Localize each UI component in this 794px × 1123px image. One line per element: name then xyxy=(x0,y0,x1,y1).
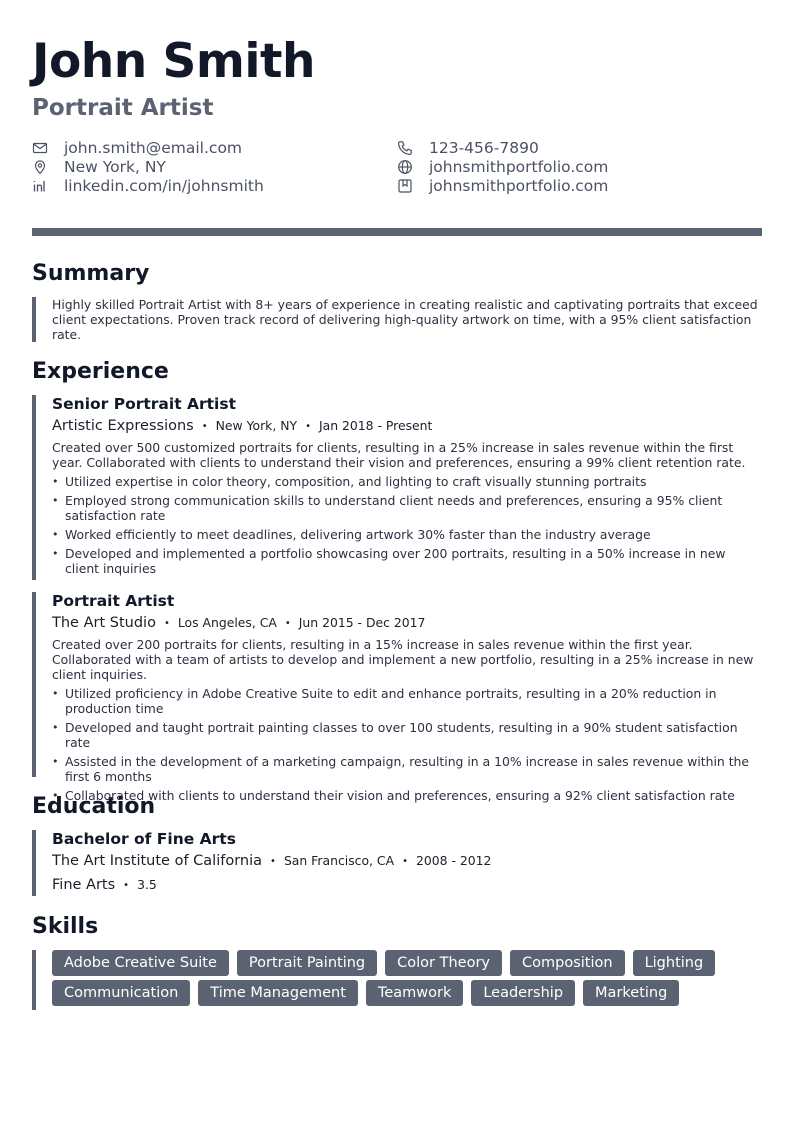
phone-icon xyxy=(397,140,413,156)
field-of-study: Fine Arts xyxy=(52,877,116,893)
skill-chip: Teamwork xyxy=(366,980,463,1006)
contact-website-text: johnsmithportfolio.com xyxy=(429,157,609,176)
skill-chip: Communication xyxy=(52,980,190,1006)
experience-heading: Experience xyxy=(32,359,169,384)
school: The Art Institute of California xyxy=(52,853,263,869)
contact-phone[interactable] xyxy=(397,138,539,157)
contact-website[interactable] xyxy=(397,157,608,176)
list-item: • Utilized proficiency in Adobe Creative Suite to edit and enhance portraits, resulting in a 20% reduction in production time xyxy=(52,686,762,716)
contact-linkedin-text: linkedin.com/in/johnsmith xyxy=(64,176,264,195)
resume-page xyxy=(32,34,762,1001)
job-company: Artistic Expressions xyxy=(52,418,194,434)
education-entry xyxy=(32,830,762,896)
list-item: • Developed and implemented a portfolio showcasing over 200 portraits, resulting in a 50% increase in new client inquiries xyxy=(52,546,762,576)
summary-text: Highly skilled Portrait Artist with 8+ years of experience in creating realistic and captivating portraits that exceed client expectations. Proven track record of delivering high-quality artwork on time, with a 95% client satisfaction rate. xyxy=(52,297,758,342)
summary-heading: Summary xyxy=(32,261,150,286)
candidate-name: John Smith xyxy=(32,34,315,89)
contact-phone-text: 123-456-7890 xyxy=(429,138,539,157)
contact-location-text: New York, NY xyxy=(64,157,166,176)
job-dates: Jun 2015 - Dec 2017 xyxy=(298,615,426,630)
list-item: • Employed strong communication skills to understand client needs and preferences, ensuring a 95% client satisfaction rate xyxy=(52,493,762,523)
job-description: Created over 200 portraits for clients, resulting in a 15% increase in sales revenue within the first year. Collaborated with a team of artists to develop and implement a new portfolio, resulting in a 25% increase in new client inquiries. xyxy=(52,637,754,682)
job-description: Created over 500 customized portraits for clients, resulting in a 25% increase in sales revenue within the first year. Collaborated with clients to understand their vision and preferences, ensuring a 99% client retention rate. xyxy=(52,440,746,470)
education-dates: 2008 - 2012 xyxy=(415,853,492,868)
skill-chip: Time Management xyxy=(198,980,358,1006)
contact-info xyxy=(32,138,762,200)
contact-linkedin[interactable] xyxy=(32,176,264,195)
gpa: 3.5 xyxy=(137,877,157,892)
skill-chip: Lighting xyxy=(633,950,716,976)
candidate-title: Portrait Artist xyxy=(32,95,214,121)
contact-email[interactable] xyxy=(32,138,242,157)
education-meta: The Art Institute of California • San Francisco, CA • 2008 - 2012 xyxy=(52,853,492,869)
skill-chip: Portrait Painting xyxy=(237,950,377,976)
skill-chip: Leadership xyxy=(471,980,575,1006)
contact-portfolio-text: johnsmithportfolio.com xyxy=(429,176,609,195)
list-item: • Utilized expertise in color theory, composition, and lighting to craft visually stunning portraits xyxy=(52,474,762,489)
contact-portfolio[interactable] xyxy=(397,176,608,195)
portfolio-icon xyxy=(397,178,413,194)
job-meta: The Art Studio • Los Angeles, CA • Jun 2015 - Dec 2017 xyxy=(52,615,426,631)
skills-list xyxy=(52,950,732,1010)
skills-block xyxy=(32,950,762,1010)
job-meta: Artistic Expressions • New York, NY • Jan 2018 - Present xyxy=(52,418,433,434)
skill-chip: Color Theory xyxy=(385,950,502,976)
school-location: San Francisco, CA xyxy=(283,853,395,868)
list-item: • Assisted in the development of a marketing campaign, resulting in a 10% increase in sales revenue within the first 6 months xyxy=(52,754,762,784)
job-location: Los Angeles, CA xyxy=(177,615,277,630)
skill-chip: Adobe Creative Suite xyxy=(52,950,229,976)
skill-chip: Marketing xyxy=(583,980,679,1006)
job-company: The Art Studio xyxy=(52,615,156,631)
list-item: • Collaborated with clients to understand their vision and preferences, ensuring a 92% client satisfaction rate xyxy=(52,788,762,803)
job-bullets xyxy=(52,686,762,803)
education-field-meta: Fine Arts • 3.5 xyxy=(52,877,157,893)
linkedin-icon xyxy=(32,178,48,194)
contact-location xyxy=(32,157,166,176)
summary-block xyxy=(32,297,762,342)
job-dates: Jan 2018 - Present xyxy=(318,418,433,433)
contact-email-text: john.smith@email.com xyxy=(64,138,243,157)
job-title: Portrait Artist xyxy=(52,592,175,610)
globe-icon xyxy=(397,159,413,175)
education-heading: Education xyxy=(32,794,156,819)
list-item: • Worked efficiently to meet deadlines, delivering artwork 30% faster than the industry average xyxy=(52,527,762,542)
skill-chip: Composition xyxy=(510,950,625,976)
degree: Bachelor of Fine Arts xyxy=(52,830,236,848)
list-item: • Developed and taught portrait painting classes to over 100 students, resulting in a 90% student satisfaction rate xyxy=(52,720,762,750)
experience-entry xyxy=(32,395,762,580)
skills-heading: Skills xyxy=(32,914,99,939)
envelope-icon xyxy=(32,140,48,156)
map-pin-icon xyxy=(32,159,48,175)
job-title: Senior Portrait Artist xyxy=(52,395,236,413)
header-divider xyxy=(32,228,762,236)
job-location: New York, NY xyxy=(215,418,298,433)
experience-entry xyxy=(32,592,762,803)
job-bullets xyxy=(52,474,762,576)
